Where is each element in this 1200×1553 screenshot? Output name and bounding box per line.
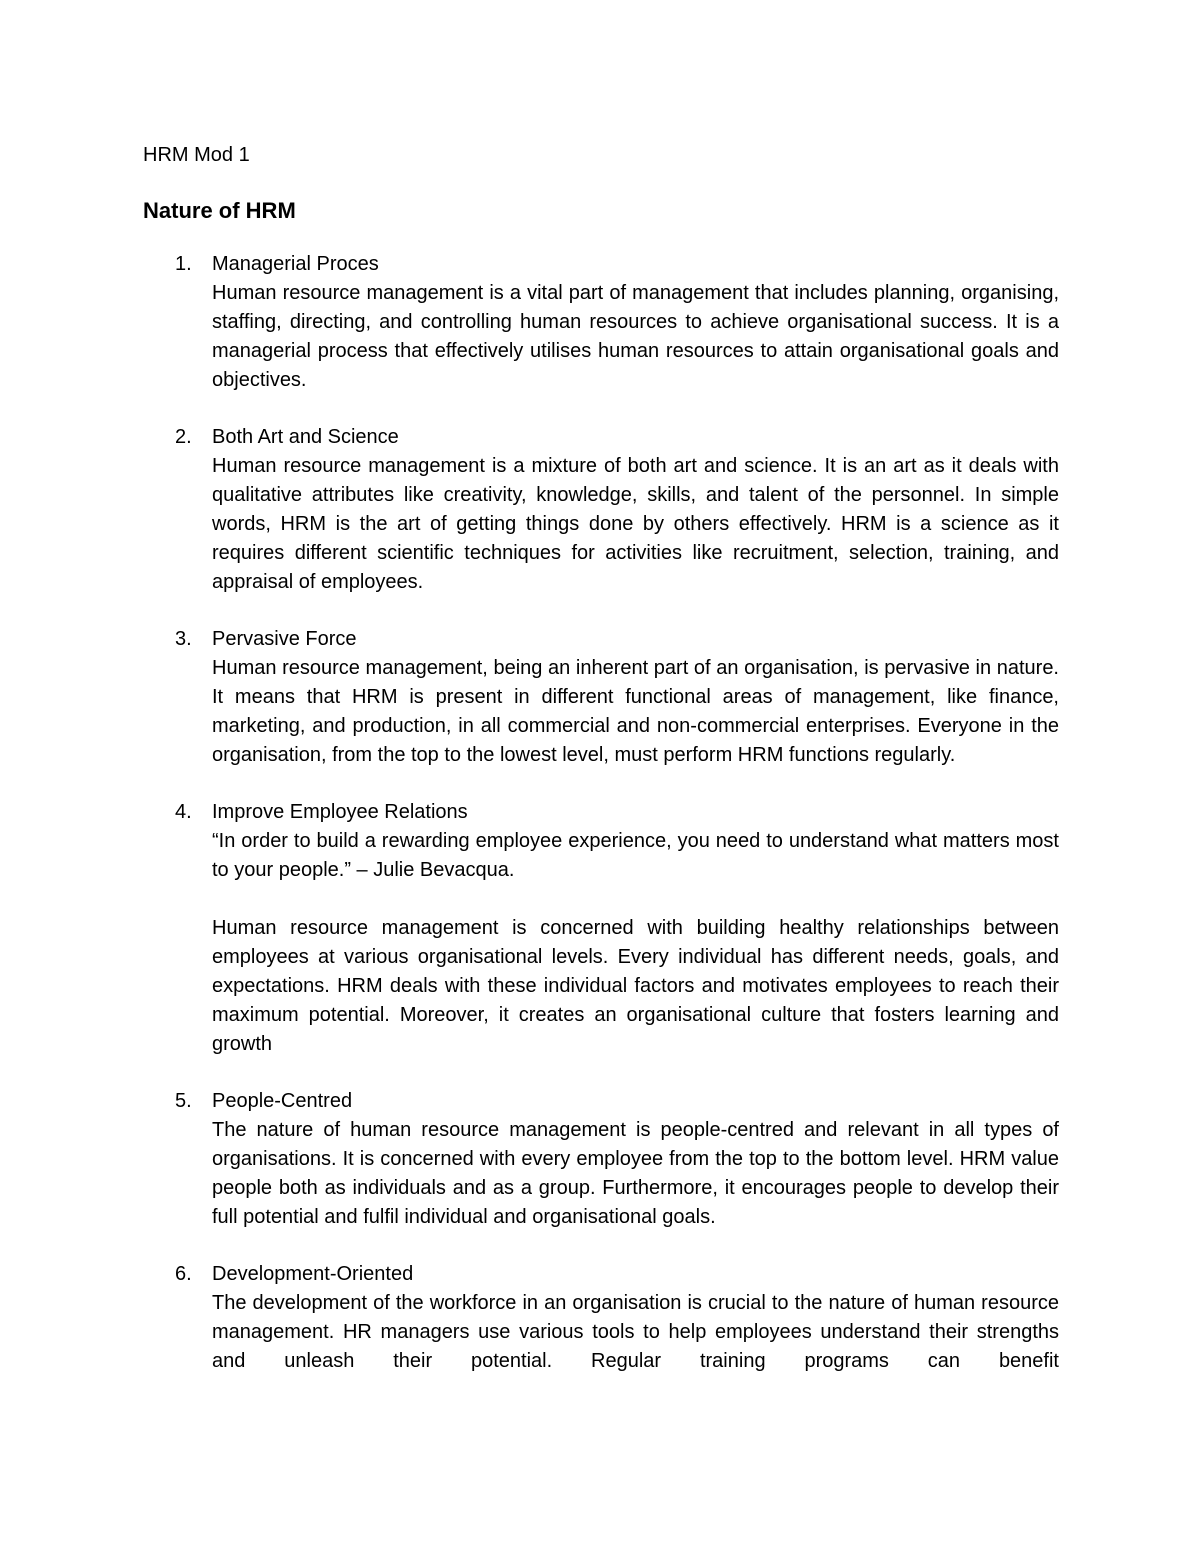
- list-item-number: 3.: [175, 628, 192, 650]
- document-header: HRM Mod 1: [143, 144, 250, 166]
- list-item-heading: People-Centred: [212, 1090, 353, 1112]
- list-item: [143, 1260, 1059, 1376]
- list-item-heading: Pervasive Force: [212, 628, 357, 650]
- list-item-heading: Both Art and Science: [212, 426, 399, 448]
- list-item-number: 6.: [175, 1263, 192, 1285]
- list-item-number: 4.: [175, 801, 192, 823]
- nature-list: [143, 250, 1059, 1376]
- list-item-heading: Improve Employee Relations: [212, 801, 468, 823]
- list-item-number: 2.: [175, 426, 192, 448]
- list-item-paragraph: The nature of human resource management is people-centred and relevant in all types of organisations. It is concerned with every employee from the top to the bottom level. HRM value people both as individuals and as a group. Furthermore, it encourages people to develop their full potential and fulfil individual and organisational goals.: [212, 1119, 1059, 1228]
- list-item: [143, 1087, 1059, 1232]
- list-item-heading: Managerial Proces: [212, 253, 379, 275]
- list-item-paragraph: Human resource management is concerned with building healthy relationships between employees at various organisational levels. Every individual has different needs, goals, and expectations. HRM deals with these individual factors and motivates employees to reach their maximum potential. Moreover, it creates an organisational culture that fosters learning and growth: [212, 917, 1059, 1055]
- list-item: [143, 625, 1059, 770]
- document-title: Nature of HRM: [143, 198, 296, 223]
- list-item: [143, 250, 1059, 395]
- document-page: [143, 140, 1059, 1404]
- list-item: [143, 423, 1059, 597]
- quote-paragraph: “In order to build a rewarding employee experience, you need to understand what matters most to your people.” – Julie Bevacqua.: [212, 830, 1059, 881]
- list-item-paragraph: The development of the workforce in an organisation is crucial to the nature of human resource management. HR managers use various tools to help employees understand their strengths and unleash their potential. Regular training programs can benefit: [212, 1292, 1059, 1372]
- list-item: [143, 798, 1059, 1059]
- list-item-paragraph: Human resource management, being an inherent part of an organisation, is pervasive in nature. It means that HRM is present in different functional areas of management, like finance, marketing, and production, in all commercial and non-commercial enterprises. Everyone in the organisation, from the top to the lowest level, must perform HRM functions regularly.: [212, 657, 1059, 766]
- list-item-number: 1.: [175, 253, 192, 275]
- list-item-number: 5.: [175, 1090, 192, 1112]
- list-item-paragraph: Human resource management is a mixture of both art and science. It is an art as it deals with qualitative attributes like creativity, knowledge, skills, and talent of the personnel. In simple words, HRM is the art of getting things done by others effectively. HRM is a science as it requires different scientific techniques for activities like recruitment, selection, training, and appraisal of employees.: [212, 455, 1059, 593]
- list-item-heading: Development-Oriented: [212, 1263, 414, 1285]
- list-item-paragraph: Human resource management is a vital part of management that includes planning, organising, staffing, directing, and controlling human resources to achieve organisational success. It is a managerial process that effectively utilises human resources to attain organisational goals and objectives.: [212, 282, 1059, 391]
